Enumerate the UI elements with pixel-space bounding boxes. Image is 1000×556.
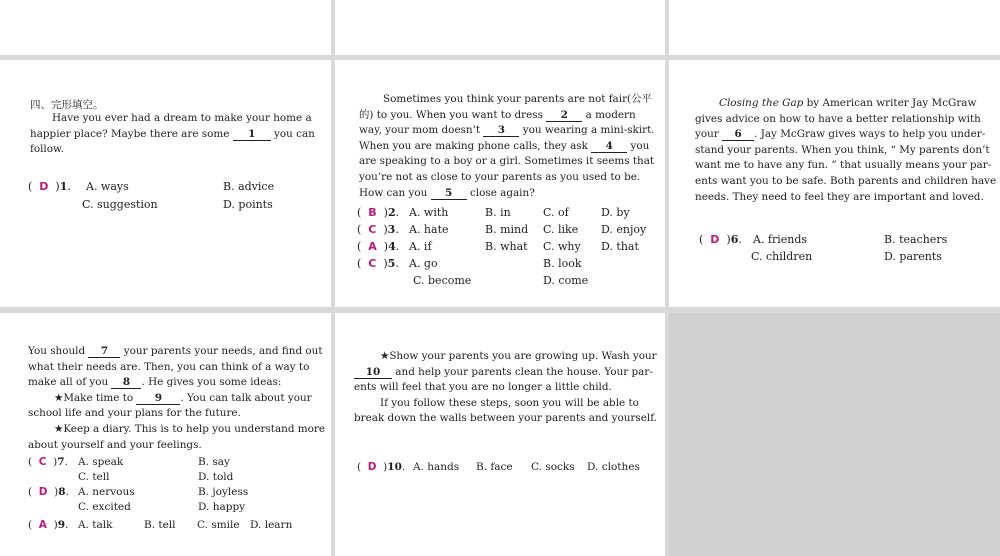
- option[interactable]: A. nervous: [78, 486, 135, 498]
- cloze-panel-2: [335, 60, 665, 307]
- passage-line: ★Make time to 9 . You can talk about your: [54, 391, 312, 404]
- option[interactable]: B. in: [485, 206, 511, 219]
- question-number: 4: [388, 240, 396, 253]
- passage-line: follow.: [30, 143, 64, 156]
- blank-4: 4: [591, 140, 627, 153]
- option[interactable]: C. suggestion: [82, 198, 158, 211]
- answer-mark: D: [710, 233, 720, 246]
- answer-mark: C: [38, 456, 47, 468]
- answer-mark: B: [368, 206, 377, 219]
- passage-line: ★Show your parents you are growing up. Wash your: [380, 350, 657, 362]
- answer-mark: C: [368, 223, 377, 236]
- passage-line: If you follow these steps, soon you will be able to: [380, 396, 639, 409]
- blank-7: 7: [88, 345, 120, 358]
- passage-part-4: [28, 344, 326, 453]
- option[interactable]: D. points: [223, 198, 273, 211]
- option[interactable]: B. what: [485, 240, 528, 253]
- questions-7-9: ( C )7. A. speak B. say C. tell D. told ( D )8. A. nervous B. joyless C. excited D. happy ( A )9. A. talk B. tell C. smile D. learn: [28, 456, 293, 531]
- passage-line: ents will feel that you are no longer a little child.: [354, 381, 612, 394]
- passage-line: ★Keep a diary. This is to help you understand more: [54, 422, 326, 435]
- passage-part-3: [695, 96, 997, 205]
- option[interactable]: A. if: [409, 240, 432, 253]
- option[interactable]: B. joyless: [198, 486, 249, 498]
- question-number: 7: [57, 456, 65, 468]
- passage-line: 10 and help your parents clean the house. Your par-: [354, 365, 654, 381]
- blank-3: 3: [483, 124, 519, 137]
- option[interactable]: B. mind: [485, 223, 529, 236]
- passage-line: Sometimes you think your parents are not fair(公平: [383, 93, 652, 105]
- answer-mark: A: [368, 240, 377, 253]
- option[interactable]: B. advice: [223, 180, 275, 193]
- passage-line: break down the walls between your parents and yourself.: [354, 412, 657, 425]
- passage-line: ents want you to be safe. Both parents and children have: [695, 174, 997, 187]
- question-6: ( D )6. A. friends B. teachers C. children D. parents: [699, 233, 948, 263]
- passage-part-2: [359, 92, 655, 201]
- question-number: 5: [387, 257, 396, 270]
- top-left-panel: [0, 0, 331, 55]
- answer-mark: C: [368, 257, 377, 270]
- option[interactable]: B. look: [543, 257, 582, 270]
- passage-line: You should 7 your parents your needs, and find out: [28, 345, 323, 357]
- passage-part-1: [30, 111, 315, 158]
- option[interactable]: A. hands: [413, 461, 460, 473]
- option[interactable]: C. smile: [197, 519, 240, 531]
- passage-line: needs. They need to feel they are important and loved.: [695, 190, 984, 203]
- question-number: 3: [387, 223, 396, 236]
- blank-8: 8: [111, 376, 141, 389]
- passage-line: want me to have any fun. ” that usually means your par-: [695, 159, 992, 172]
- questions-2-5: ( B )2. A. with B. in C. of D. by ( C )3. A. hate B. mind C. like D. enjoy ( A )4. A. if B. what C. why D. that ( C )5. A. go B. look C. become D. come: [357, 206, 647, 287]
- question-number: 9: [57, 519, 66, 531]
- option[interactable]: A. speak: [78, 456, 124, 468]
- option[interactable]: C. like: [543, 223, 579, 236]
- option[interactable]: C. excited: [78, 501, 131, 513]
- option[interactable]: D. told: [198, 471, 234, 483]
- option[interactable]: C. socks: [531, 461, 575, 473]
- option[interactable]: A. hate: [409, 223, 449, 236]
- passage-line: you’re not as close to your parents as you used to be.: [359, 170, 641, 183]
- passage-line: gives advice on how to have a better relationship with: [695, 112, 981, 125]
- option[interactable]: A. with: [409, 206, 449, 219]
- passage-line: Closing the Gap by American writer Jay McGraw: [719, 97, 977, 109]
- passage-line: happier place? Maybe there are some 1 you can: [30, 127, 315, 140]
- question-number: 8: [58, 486, 66, 498]
- passage-line: When you are making phone calls, they ask 4 you: [359, 139, 650, 152]
- empty-panel: [669, 313, 1000, 556]
- option[interactable]: D. that: [601, 240, 639, 253]
- cloze-panel-3: [669, 60, 1000, 307]
- cloze-panel-4: [0, 313, 331, 556]
- passage-line: 的) to you. When you want to dress 2 a modern: [359, 108, 636, 121]
- question-number: 2: [387, 206, 396, 219]
- answer-mark: D: [39, 180, 49, 193]
- question-number: 10: [387, 461, 402, 473]
- answer-mark: D: [38, 486, 48, 498]
- book-title: Closing the Gap: [719, 97, 804, 109]
- option[interactable]: B. face: [476, 461, 513, 473]
- blank-5: 5: [431, 187, 467, 200]
- cloze-panel-1: [0, 60, 331, 307]
- option[interactable]: D. clothes: [587, 461, 640, 473]
- option[interactable]: B. teachers: [884, 233, 948, 246]
- option[interactable]: A. talk: [78, 519, 113, 531]
- answer-mark: D: [367, 461, 377, 473]
- passage-part-5: [354, 349, 657, 427]
- passage-line: your 6 . Jay McGraw gives ways to help you under-: [695, 128, 986, 141]
- passage-line: about yourself and your feelings.: [28, 438, 202, 451]
- option[interactable]: D. happy: [198, 501, 246, 513]
- question-number: 6: [730, 233, 739, 246]
- blank-9: 9: [136, 392, 180, 405]
- option[interactable]: C. become: [413, 274, 472, 287]
- question-10: ( D )10. A. hands B. face C. socks D. clothes: [357, 461, 640, 473]
- option[interactable]: D. learn: [250, 519, 293, 531]
- option[interactable]: C. of: [543, 206, 569, 219]
- question-number: 1: [59, 180, 68, 193]
- passage-line: Have you ever had a dream to make your home a: [52, 112, 312, 124]
- option[interactable]: B. tell: [144, 519, 176, 531]
- passage-line: make all of you 8 . He gives you some ideas:: [28, 376, 282, 389]
- blank-6: 6: [722, 128, 754, 141]
- option[interactable]: C. why: [543, 240, 581, 253]
- question-1: ( D )1. A. ways B. advice C. suggestion D. points: [28, 180, 275, 211]
- option[interactable]: A. ways: [86, 180, 129, 193]
- blank-1: 1: [233, 128, 271, 141]
- option[interactable]: D. enjoy: [601, 223, 647, 236]
- answer-mark: A: [38, 519, 47, 531]
- option[interactable]: D. come: [543, 274, 589, 287]
- blank-2: 2: [546, 109, 582, 122]
- section-title: 四、完形填空。: [30, 99, 104, 111]
- passage-line: what their needs are. Then, you can think of a way to: [28, 360, 310, 373]
- blank-10: 10: [354, 366, 392, 379]
- passage-line: stand your parents. When you think, “ My parents don’t: [695, 143, 990, 156]
- passage-line: How can you 5 close again?: [359, 186, 535, 199]
- option[interactable]: C. children: [751, 250, 813, 263]
- option[interactable]: D. parents: [884, 250, 942, 263]
- top-right-panel: [669, 0, 1000, 55]
- option[interactable]: D. by: [601, 206, 630, 219]
- passage-line: way, your mom doesn’t 3 you wearing a mini-skirt.: [359, 124, 655, 137]
- passage-line: school life and your plans for the future.: [28, 407, 241, 420]
- option[interactable]: A. go: [409, 257, 438, 270]
- top-middle-panel: [335, 0, 665, 55]
- option[interactable]: A. friends: [753, 233, 808, 246]
- passage-line: are speaking to a boy or a girl. Sometimes it seems that: [359, 155, 655, 168]
- option[interactable]: C. tell: [78, 471, 110, 483]
- option[interactable]: B. say: [198, 456, 230, 468]
- cloze-panel-5: [335, 313, 665, 556]
